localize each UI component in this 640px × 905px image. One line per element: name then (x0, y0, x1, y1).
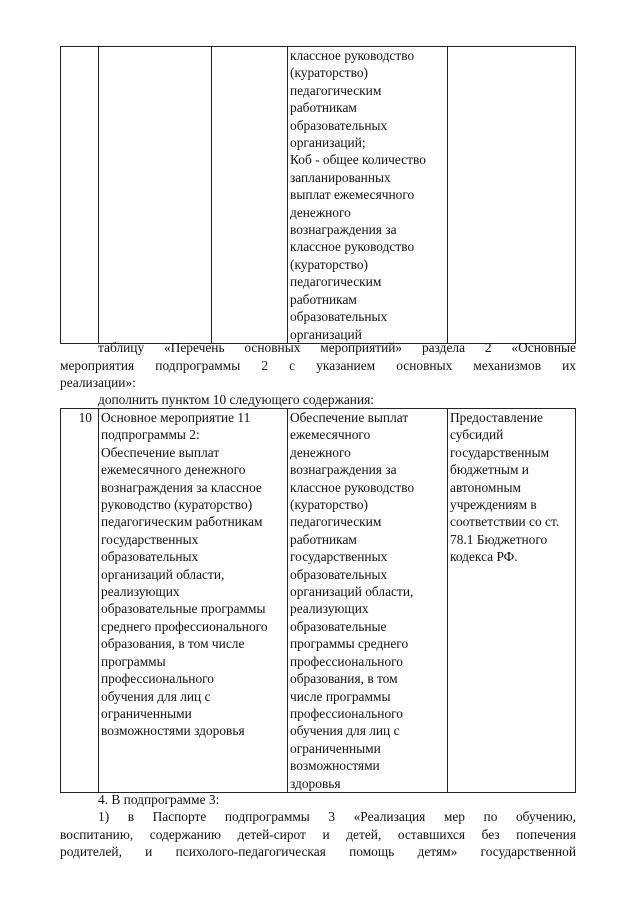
cell-text-line: подпрограммы 2: (101, 427, 200, 443)
cell-text-line: образовательных (101, 549, 199, 565)
cell-text-line: здоровья (290, 775, 341, 791)
cell-text-line: педагогическим (290, 274, 382, 290)
paragraph-passport (60, 808, 576, 861)
cell-text-line: профессионального (101, 671, 214, 687)
cell-text-line: программы (101, 653, 166, 669)
text-line: мероприятия подпрограммы 2 с указанием основных механизмов их (60, 357, 576, 373)
cell-text-line: работникам (290, 100, 357, 116)
mechanism-cell (448, 409, 576, 793)
cell-text-line: бюджетным и (450, 462, 529, 478)
table-cell (61, 47, 99, 344)
cell-text-line: организаций; (290, 135, 366, 151)
measure-name-cell (99, 409, 288, 793)
cell-text-line: педагогическим (290, 82, 382, 98)
cell-text-line: кодекса РФ. (450, 549, 518, 565)
cell-text-line: возможностями (290, 758, 380, 774)
cell-text-line: реализующих (290, 601, 369, 617)
cell-text-line: запланированных (290, 169, 391, 185)
cell-text-line: выплат ежемесячного (290, 187, 415, 203)
cell-text-line: денежного (290, 204, 351, 220)
cell-text-line: организаций области, (101, 566, 225, 582)
cell-text-line: обучения для лиц с (290, 723, 400, 739)
cell-text-line: ограниченными (101, 705, 192, 721)
cell-text-line: образования, в том (290, 671, 398, 687)
measure-description-cell (288, 409, 448, 793)
cell-text-line: 78.1 Бюджетного (450, 531, 548, 547)
cell-text-line: образовательные (290, 618, 387, 634)
cell-text-line: субсидий (450, 427, 504, 443)
cell-text-line: руководство (кураторство) (101, 497, 253, 513)
cell-text-line: реализующих (101, 584, 180, 600)
cell-text-line: работникам (290, 291, 357, 307)
cell-text-line: вознаграждения за (290, 462, 397, 478)
cell-text-line: государственных (290, 549, 388, 565)
cell-text-line: образовательные программы (101, 601, 266, 617)
cell-text-line: обучения для лиц с (101, 688, 211, 704)
cell-text-line: учреждениям в (450, 497, 537, 513)
cell-text-line: ежемесячного денежного (101, 462, 246, 478)
text-line: реализации»: (60, 375, 136, 391)
text-line: 1) в Паспорте подпрограммы 3 «Реализация мер по обучению, (98, 809, 576, 824)
cell-text-line: ежемесячного (290, 427, 371, 443)
cell-text-line: соответствии со ст. (450, 514, 560, 530)
cell-text-line: организаций области, (290, 584, 414, 600)
cell-text-line: (кураторство) (290, 497, 369, 513)
table-cell (99, 47, 212, 344)
cell-text-line: Предоставление (450, 410, 543, 425)
cell-text-line: классное руководство (290, 239, 415, 255)
cell-text-line: работникам (290, 531, 357, 547)
row-number: 10 (61, 409, 99, 793)
paragraph-subprogram-3 (60, 791, 576, 809)
text-line: 4. В подпрограмме 3: (98, 792, 220, 807)
cell-text-line: возможностями здоровья (101, 723, 245, 739)
continuation-table (60, 46, 576, 344)
table-cell (448, 47, 576, 344)
cell-text-line: вознаграждения за классное (101, 479, 262, 495)
text-line: воспитанию, содержанию детей-сирот и детей, оставшихся без попечения (60, 826, 576, 842)
cell-text-line: автономным (450, 479, 522, 495)
cell-text-line: классное руководство (290, 48, 415, 63)
cell-text-line: (кураторство) (290, 65, 369, 81)
cell-text-line: вознаграждения за (290, 222, 397, 238)
cell-text-line: профессионального (290, 705, 403, 721)
cell-text-line: среднего профессионального (101, 618, 268, 634)
cell-text-line: программы среднего (290, 636, 409, 652)
cell-text-line: числе программы (290, 688, 391, 704)
text-line: дополнить пунктом 10 следующего содержания: (98, 392, 375, 407)
cell-text-line: государственных (101, 531, 199, 547)
cell-text-line: педагогическим работникам (101, 514, 263, 530)
cell-text-line: государственным (450, 444, 550, 460)
cell-text-line: образования, в том числе (101, 636, 245, 652)
cell-text-line: ограниченными (290, 740, 381, 756)
paragraph-add-item (60, 391, 576, 409)
text-line: родителей, и психолого-педагогическая помощь детям» государственной (60, 844, 576, 860)
paragraph-table-reference (60, 339, 576, 392)
cell-text-line: организаций (290, 326, 362, 342)
cell-text-line: (кураторство) (290, 256, 369, 272)
text-line: таблицу «Перечень основных мероприятий» раздела 2 «Основные (98, 340, 576, 355)
table-cell (288, 47, 448, 344)
cell-text-line: педагогическим (290, 514, 382, 530)
cell-text-line: Обеспечение выплат (101, 444, 220, 460)
table-cell (212, 47, 288, 344)
cell-text-line: денежного (290, 444, 351, 460)
cell-text-line: образовательных (290, 309, 388, 325)
cell-text-line: образовательных (290, 566, 388, 582)
cell-text-line: Коб - общее количество (290, 152, 426, 168)
cell-text-line: профессионального (290, 653, 403, 669)
cell-text-line: Обеспечение выплат (290, 410, 409, 425)
cell-text-line: классное руководство (290, 479, 415, 495)
cell-text-line: образовательных (290, 117, 388, 133)
table-row (61, 47, 576, 344)
table-row (61, 409, 576, 793)
measures-table (60, 408, 576, 793)
cell-text-line: Основное мероприятие 11 (101, 410, 251, 425)
